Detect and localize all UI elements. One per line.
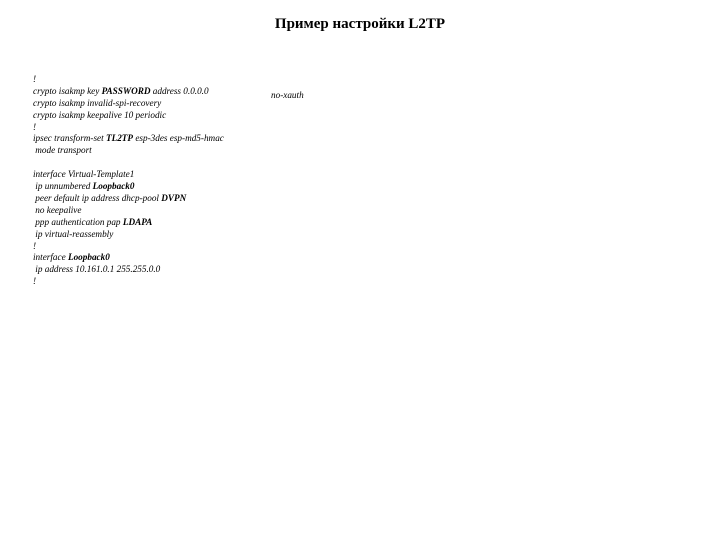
config-line: crypto isakmp key PASSWORD address 0.0.0.0 <box>33 85 209 96</box>
config-line: crypto isakmp keepalive 10 periodic <box>33 109 167 120</box>
config-spacer <box>33 157 333 169</box>
config-line: ip address 10.161.0.1 255.255.0.0 <box>33 264 161 275</box>
slide-title: Пример настройки L2TP <box>274 16 446 32</box>
config-line: ! <box>33 240 37 251</box>
config-line: ipsec transform-set TL2TP esp-3des esp-md5-hmac <box>33 133 224 144</box>
config-line: ppp authentication pap LDAPA <box>33 216 153 227</box>
config-line: ip virtual-reassembly <box>33 228 114 239</box>
config-line: mode transport <box>33 145 92 156</box>
config-line: interface Loopback0 <box>33 252 110 263</box>
config-line: no keepalive <box>33 204 82 215</box>
config-line: ! <box>33 121 37 132</box>
config-line: crypto isakmp invalid-spi-recovery <box>33 97 162 108</box>
config-line: ! <box>33 74 37 84</box>
config-line: peer default ip address dhcp-pool DVPN <box>33 193 187 204</box>
config-line: ! <box>33 276 37 287</box>
config-line: interface Virtual-Template1 <box>33 169 135 180</box>
config-line-suffix: no-xauth <box>271 90 304 100</box>
config-line: ip unnumbered Loopback0 <box>33 181 135 192</box>
config-listing <box>33 74 333 288</box>
